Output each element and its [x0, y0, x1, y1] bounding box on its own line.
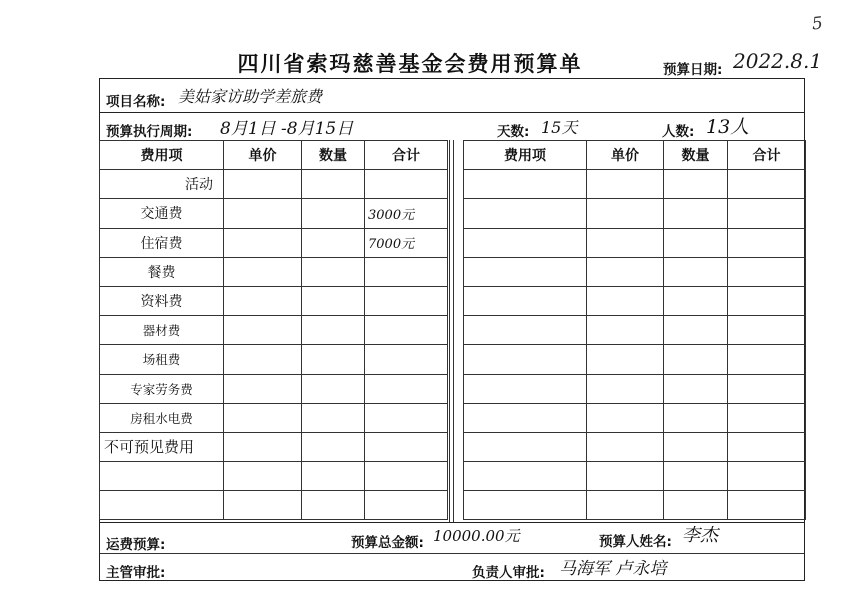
unit-price-cell — [587, 374, 664, 403]
total-cell — [728, 257, 806, 286]
header-quantity: 数量 — [302, 141, 365, 170]
total-cell — [728, 374, 806, 403]
total-cell — [365, 374, 448, 403]
expense-table-right — [463, 140, 806, 520]
unit-price-cell — [587, 170, 664, 199]
table-row — [464, 491, 806, 520]
table-row — [464, 257, 806, 286]
quantity-cell — [302, 170, 365, 199]
unit-price-cell — [224, 199, 302, 228]
project-name-label: 项目名称: — [106, 94, 166, 110]
expense-item: 交通费 — [100, 199, 224, 228]
table-row — [100, 316, 448, 345]
period-label: 预算执行周期: — [106, 124, 193, 140]
expense-item: 活动 — [100, 170, 224, 199]
expense-item — [464, 491, 587, 520]
table-row — [464, 345, 806, 374]
quantity-cell — [302, 432, 365, 461]
people-label: 人数: — [662, 124, 695, 140]
project-name-value: 美姑家访助学差旅费 — [178, 87, 323, 106]
unit-price-cell — [224, 345, 302, 374]
expense-item — [464, 286, 587, 315]
unit-price-cell — [224, 374, 302, 403]
total-cell — [365, 170, 448, 199]
people-value: 13人 — [706, 116, 750, 138]
approver-label: 负责人审批: — [472, 565, 545, 581]
total-cell: 7000元 — [365, 228, 448, 257]
quantity-cell — [664, 316, 728, 345]
expense-item — [464, 345, 587, 374]
quantity-cell — [664, 432, 728, 461]
total-cell — [365, 316, 448, 345]
unit-price-cell — [587, 462, 664, 491]
quantity-cell — [664, 462, 728, 491]
budgeter-name-label: 预算人姓名: — [599, 534, 672, 550]
quantity-cell — [664, 228, 728, 257]
quantity-cell — [302, 462, 365, 491]
quantity-cell — [302, 257, 365, 286]
total-cell — [728, 199, 806, 228]
quantity-cell — [664, 374, 728, 403]
budgeter-signature: 李杰 — [682, 525, 718, 546]
table-row — [100, 257, 448, 286]
expense-item: 场租费 — [100, 345, 224, 374]
quantity-cell — [302, 286, 365, 315]
unit-price-cell — [587, 257, 664, 286]
table-row — [464, 403, 806, 432]
quantity-cell — [664, 345, 728, 374]
unit-price-cell — [587, 403, 664, 432]
table-row — [464, 432, 806, 461]
header-total: 合计 — [728, 141, 806, 170]
unit-price-cell — [224, 170, 302, 199]
table-row — [100, 462, 448, 491]
total-cell — [728, 462, 806, 491]
quantity-cell — [302, 228, 365, 257]
unit-price-cell — [224, 316, 302, 345]
expense-item — [464, 403, 587, 432]
expense-item — [464, 170, 587, 199]
unit-price-cell — [587, 199, 664, 228]
expense-item: 专家劳务费 — [100, 374, 224, 403]
quantity-cell — [302, 316, 365, 345]
unit-price-cell — [224, 462, 302, 491]
quantity-cell — [302, 199, 365, 228]
unit-price-cell — [587, 345, 664, 374]
unit-price-cell — [224, 228, 302, 257]
total-amount-value: 10000.00元 — [433, 527, 520, 545]
table-row — [100, 432, 448, 461]
table-row — [100, 403, 448, 432]
unit-price-cell — [587, 316, 664, 345]
total-cell — [365, 432, 448, 461]
total-cell — [728, 170, 806, 199]
days-label: 天数: — [497, 124, 530, 140]
table-row — [464, 374, 806, 403]
quantity-cell — [664, 286, 728, 315]
quantity-cell — [664, 199, 728, 228]
total-cell — [365, 345, 448, 374]
expense-item — [464, 228, 587, 257]
expense-item — [464, 462, 587, 491]
table-row — [464, 170, 806, 199]
divider — [100, 112, 804, 113]
header-unit-price: 单价 — [587, 141, 664, 170]
total-cell — [728, 228, 806, 257]
budget-date-value: 2022.8.1 — [733, 49, 823, 73]
table-row — [100, 345, 448, 374]
expense-item: 资料费 — [100, 286, 224, 315]
total-cell — [728, 316, 806, 345]
column-separator — [449, 140, 454, 522]
table-row — [100, 286, 448, 315]
freight-budget-label: 运费预算: — [106, 537, 166, 553]
header-item: 费用项 — [100, 141, 224, 170]
expense-item — [464, 432, 587, 461]
unit-price-cell — [224, 403, 302, 432]
header-unit-price: 单价 — [224, 141, 302, 170]
expense-item — [464, 199, 587, 228]
unit-price-cell — [224, 257, 302, 286]
unit-price-cell — [224, 286, 302, 315]
quantity-cell — [302, 374, 365, 403]
total-cell — [728, 432, 806, 461]
table-row — [464, 199, 806, 228]
header-item: 费用项 — [464, 141, 587, 170]
table-row — [464, 462, 806, 491]
expense-item — [464, 374, 587, 403]
expense-item — [464, 257, 587, 286]
period-value: 8月1日 -8月15日 — [220, 119, 354, 139]
quantity-cell — [302, 491, 365, 520]
expense-item — [464, 316, 587, 345]
expense-table-left — [99, 140, 448, 520]
unit-price-cell — [224, 491, 302, 520]
corner-mark: 5 — [810, 13, 824, 35]
total-cell — [365, 403, 448, 432]
unit-price-cell — [587, 286, 664, 315]
unit-price-cell — [587, 228, 664, 257]
form-title: 四川省索玛慈善基金会费用预算单 — [237, 52, 583, 76]
total-cell: 3000元 — [365, 199, 448, 228]
unit-price-cell — [587, 491, 664, 520]
expense-item: 房租水电费 — [100, 403, 224, 432]
quantity-cell — [664, 170, 728, 199]
expense-item: 餐费 — [100, 257, 224, 286]
table-row — [464, 286, 806, 315]
divider — [100, 553, 804, 554]
unit-price-cell — [224, 432, 302, 461]
days-value: 15天 — [541, 118, 578, 137]
table-row — [100, 374, 448, 403]
total-cell — [365, 462, 448, 491]
quantity-cell — [664, 491, 728, 520]
table-header-row — [100, 141, 448, 170]
quantity-cell — [664, 257, 728, 286]
table-row — [464, 228, 806, 257]
expense-item: 不可预见费用 — [100, 432, 224, 461]
quantity-cell — [664, 403, 728, 432]
unit-price-cell — [587, 432, 664, 461]
header-quantity: 数量 — [664, 141, 728, 170]
expense-item: 器材费 — [100, 316, 224, 345]
total-amount-label: 预算总金额: — [351, 535, 424, 551]
expense-item — [100, 491, 224, 520]
expense-item: 住宿费 — [100, 228, 224, 257]
budget-form — [99, 78, 805, 581]
table-row — [100, 491, 448, 520]
total-cell — [365, 257, 448, 286]
quantity-cell — [302, 345, 365, 374]
supervisor-approval-label: 主管审批: — [106, 565, 166, 581]
quantity-cell — [302, 403, 365, 432]
expense-item — [100, 462, 224, 491]
total-cell — [365, 491, 448, 520]
total-cell — [728, 286, 806, 315]
budget-date-label: 预算日期: — [663, 62, 723, 78]
table-row — [464, 316, 806, 345]
total-cell — [728, 491, 806, 520]
header-total: 合计 — [365, 141, 448, 170]
table-header-row — [464, 141, 806, 170]
approver-signatures: 马海军 卢永培 — [559, 559, 667, 579]
table-row — [100, 170, 448, 199]
total-cell — [728, 345, 806, 374]
total-cell — [365, 286, 448, 315]
total-cell — [728, 403, 806, 432]
table-row — [100, 228, 448, 257]
table-row — [100, 199, 448, 228]
